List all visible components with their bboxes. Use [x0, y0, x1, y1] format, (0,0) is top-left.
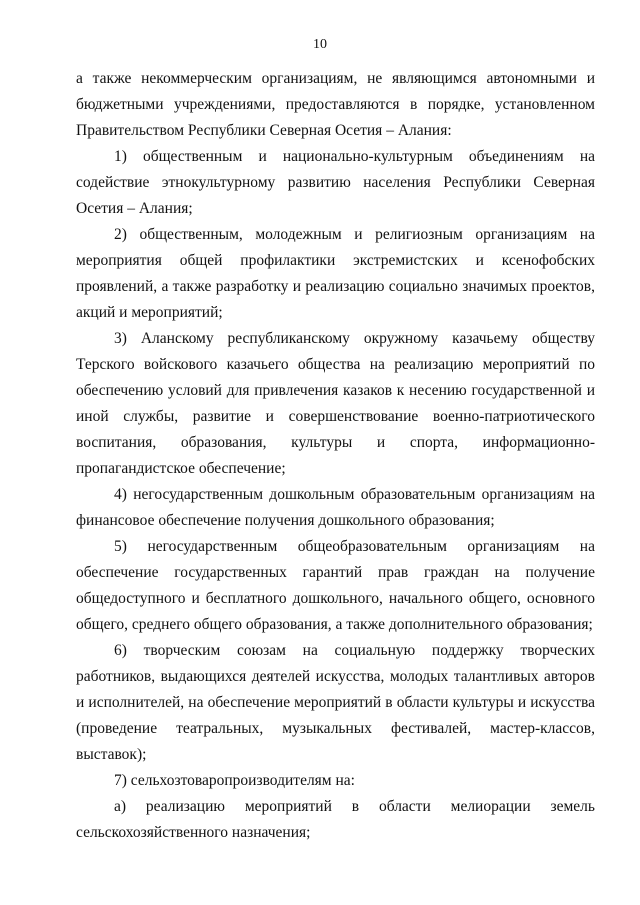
document-body — [76, 66, 595, 846]
paragraph-intro: а также некоммерческим организациям, не являющимся автономными и бюджетными учреждениями, предоставляются в порядке, установленном Правительством Республики Северная Осетия – Алания: — [76, 70, 595, 139]
paragraph-item-6: 6) творческим союзам на социальную поддержку творческих работников, выдающихся деятелей искусства, молодых талантливых авторов и исполнителей, на обеспечение мероприятий в области культуры и искусства (проведение театральных, музыкальных фестивалей, мастер-классов, выставок); — [76, 642, 595, 763]
paragraph-item-2: 2) общественным, молодежным и религиозным организациям на мероприятия общей профилактики экстремистских и ксенофобских проявлений, а также разработку и реализацию социально значимых проектов, акций и мероприятий; — [76, 226, 595, 321]
paragraph-item-7: 7) сельхозтоваропроизводителям на: — [114, 772, 355, 789]
paragraph-subitem-a: а) реализацию мероприятий в области мелиорации земель сельскохозяйственного назначения; — [76, 798, 595, 841]
paragraph-item-3: 3) Аланскому республиканскому окружному казачьему обществу Терского войскового казачьего общества на реализацию мероприятий по обеспечению условий для привлечения казаков к несению государственной и иной службы, развитие и совершенствование военно-патриотического воспитания, образования, культуры и спорта, информационно-пропагандистское обеспечение; — [76, 330, 595, 477]
paragraph-item-1: 1) общественным и национально-культурным объединениям на содействие этнокультурному развитию населения Республики Северная Осетия – Алания; — [76, 148, 595, 217]
paragraph-item-4: 4) негосударственным дошкольным образовательным организациям на финансовое обеспечение получения дошкольного образования; — [76, 486, 595, 529]
paragraph-item-5: 5) негосударственным общеобразовательным организациям на обеспечение государственных гарантий прав граждан на получение общедоступного и бесплатного дошкольного, начального общего, основного общего, среднего общего образования, а также дополнительного образования; — [76, 538, 595, 633]
page-number: 10 — [313, 37, 327, 52]
